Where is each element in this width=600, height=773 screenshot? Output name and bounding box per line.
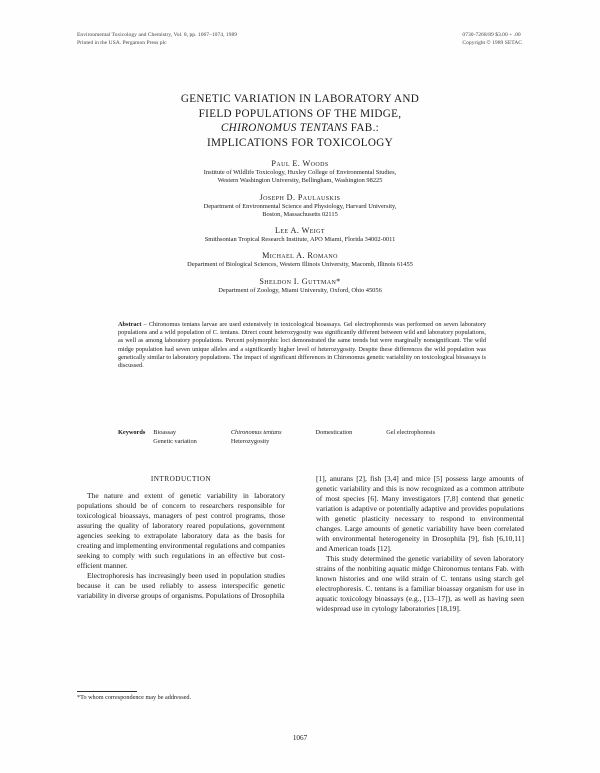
title-line: FIELD POPULATIONS OF THE MIDGE, bbox=[198, 107, 402, 120]
abstract-label: Abstract bbox=[118, 321, 142, 328]
keyword: Heterozygosity bbox=[230, 438, 270, 445]
author-affiliation: Department of Zoology, Miami University, Oxford, Ohio 45056 bbox=[218, 286, 382, 294]
author-name: Sheldon I. Guttman* bbox=[259, 276, 341, 286]
section-heading: INTRODUCTION bbox=[150, 475, 212, 483]
paragraph: [1], anurans [2], fish [3,4] and mice [5] possess large amounts of genetic variability and this is now recognized as a common attribute of most species [6]. Many investigators [7,8] contend that genetic variation is adaptive or potentially adaptive and provides populations with genetic plasticity necessary to respond to environmental changes. Large amounts of genetic variability have been correlated with environmental heterogeneity in Drosophila [9], fish [6,10,11] and American toads [12]. bbox=[316, 474, 524, 553]
title-line: CHIRONOMUS TENTANS FAB.: bbox=[220, 122, 380, 134]
keywords-label: Keywords bbox=[118, 429, 146, 436]
keyword: Chironomus tentans bbox=[230, 429, 282, 436]
author-list bbox=[0, 152, 600, 295]
keyword-list bbox=[153, 428, 435, 446]
author-affiliation: Department of Biological Sciences, Western Illinois University, Macomb, Illinois 61455 bbox=[187, 261, 413, 269]
title-line: GENETIC VARIATION IN LABORATORY AND bbox=[180, 93, 420, 105]
copyright-header bbox=[462, 32, 522, 47]
author-block bbox=[0, 250, 600, 269]
copyright-line: Copyright © 1989 SETAC bbox=[462, 39, 522, 46]
author-affiliation: Department of Environmental Science and Physiology, Harvard University, bbox=[203, 202, 397, 210]
keyword: Bioassay bbox=[153, 429, 177, 436]
author-affiliation: Western Washington University, Bellingham, Washington 98225 bbox=[217, 177, 383, 185]
author-block bbox=[0, 276, 600, 295]
publisher-line: Printed in the USA. Pergamon Press plc bbox=[77, 39, 167, 46]
author-name: Joseph D. Paulauskis bbox=[259, 192, 341, 202]
author-affiliation: Boston, Massachusetts 02115 bbox=[262, 210, 338, 218]
author-block bbox=[0, 158, 600, 186]
footnote: *To whom correspondence may be addressed. bbox=[77, 694, 191, 701]
title-line: IMPLICATIONS FOR TOXICOLOGY bbox=[206, 136, 394, 149]
author-affiliation: Institute of Wildlife Toxicology, Huxley College of Environmental Studies, bbox=[203, 169, 397, 176]
keyword: Domestication bbox=[315, 429, 353, 436]
body-right-column bbox=[316, 474, 524, 614]
paragraph: This study determined the genetic variability of seven laboratory strains of the nonbiting aquatic midge Chironomus tentans Fab. with known histories and one wild strain of C. tentans using starch gel electrophoresis. C. tentans is a familiar bioassay organism for use in aquatic toxicology bioassays (e.g., [13–17]), as well as having seen widespread use in cytology laboratories [18,19]. bbox=[316, 554, 524, 613]
abstract bbox=[118, 321, 486, 370]
paper-title bbox=[0, 92, 600, 150]
page-number: 1067 bbox=[292, 734, 308, 742]
author-block bbox=[0, 225, 600, 244]
paragraph: The nature and extent of genetic variability in laboratory populations should be of concern to researchers responsible for toxicological bioassays, managers of pest control programs, those assuring the quality of laboratory reared populations, government agencies seeking to extrapolate laboratory data as the basis for creating and implementing environmental regulations and companies seeking to comply with such regulations in an effective but cost-efficient manner. bbox=[77, 491, 285, 570]
paragraph: Electrophoresis has increasingly been used in population studies because it can be used reliably to assess interspecific genetic variability in diverse groups of organisms. Populations of Drosophila bbox=[77, 571, 285, 600]
author-name: Lee A. Weigt bbox=[275, 226, 325, 236]
author-name: Paul E. Woods bbox=[271, 159, 329, 168]
author-affiliation: Smithsonian Tropical Research Institute, APO Miami, Florida 34002-0011 bbox=[204, 236, 396, 244]
keywords bbox=[118, 428, 486, 446]
body-left-column bbox=[77, 474, 285, 601]
journal-header bbox=[77, 32, 237, 47]
author-name: Michael A. Romano bbox=[262, 251, 338, 261]
abstract-text: – Chironomus tentans larvae are used extensively in toxicological bioassays. Gel electrophoresis was performed on seven laboratory populations and a wild population of C. tentans. Direct count heterozygosity was significantly different between wild and laboratory populations, as well as among laboratory populations. Percent polymorphic loci demonstrated the same trends but were marginally nonsignificant. The wild midge population had seven unique alleles and a significantly higher level of heterozygosity. Despite these differences the wild population was genetically similar to laboratory populations. The impact of significant differences in Chironomus genetic variability on toxicological bioassays is discussed. bbox=[118, 321, 486, 370]
keyword: Gel electrophoresis bbox=[386, 429, 436, 436]
species-name: CHIRONOMUS TENTANS bbox=[220, 122, 348, 134]
keyword: Genetic variation bbox=[153, 438, 197, 445]
journal-citation: Environmental Toxicology and Chemistry, Vol. 8, pp. 1067–1074, 1989 bbox=[77, 32, 238, 38]
author-block bbox=[0, 192, 600, 220]
footnote-rule bbox=[77, 691, 137, 692]
issn-price: 0730-7268/89 $3.00 + .00 bbox=[462, 32, 521, 38]
